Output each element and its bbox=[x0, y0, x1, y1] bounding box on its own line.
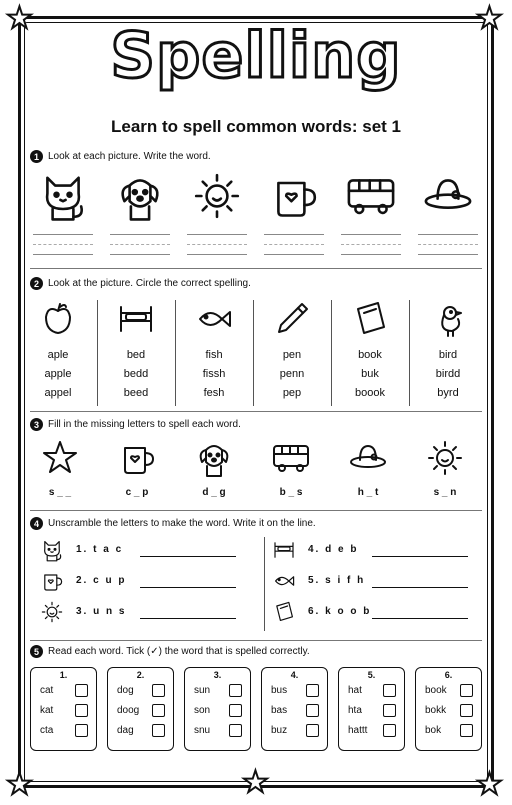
write-line[interactable] bbox=[341, 234, 401, 235]
tick-row bbox=[108, 720, 173, 740]
section-2-heading bbox=[30, 277, 251, 290]
spelling-option[interactable]: apple bbox=[44, 368, 72, 380]
sun-icon bbox=[191, 170, 243, 222]
tick-row bbox=[416, 720, 481, 740]
spelling-option[interactable]: penn bbox=[279, 368, 305, 380]
spelling-options bbox=[414, 346, 482, 403]
spelling-option[interactable]: bed bbox=[126, 349, 146, 361]
spelling-options bbox=[102, 346, 170, 403]
column-divider bbox=[175, 300, 176, 406]
book-icon bbox=[350, 299, 390, 339]
star-icon: ★ bbox=[242, 765, 269, 800]
word-option: buz bbox=[271, 724, 288, 736]
card-number: 4. bbox=[290, 670, 299, 680]
write-line[interactable] bbox=[187, 254, 247, 255]
tick-box[interactable] bbox=[383, 704, 396, 717]
column-divider bbox=[97, 300, 98, 406]
word-option: doog bbox=[117, 704, 140, 716]
bed-icon bbox=[116, 299, 156, 339]
tick-row bbox=[185, 700, 250, 720]
hat-icon bbox=[348, 438, 388, 478]
tick-row bbox=[185, 720, 250, 740]
section-instruction: Look at each picture. Write the word. bbox=[48, 151, 211, 162]
write-line[interactable] bbox=[264, 254, 324, 255]
tick-row bbox=[108, 700, 173, 720]
tick-box[interactable] bbox=[229, 704, 242, 717]
tick-box[interactable] bbox=[75, 704, 88, 717]
section-instruction: Read each word. Tick (✓) the word that is spelled correctly. bbox=[48, 646, 310, 657]
section-divider bbox=[30, 510, 482, 511]
tick-row bbox=[108, 680, 173, 700]
section-number: 3 bbox=[30, 418, 43, 431]
column-divider bbox=[331, 300, 332, 406]
tick-row bbox=[31, 680, 96, 700]
spelling-option[interactable]: fissh bbox=[202, 368, 226, 380]
tick-box[interactable] bbox=[306, 684, 319, 697]
scrambled-word: 5. s i f h bbox=[308, 575, 366, 586]
cat-icon bbox=[37, 170, 89, 222]
word-option: sun bbox=[194, 684, 211, 696]
word-card bbox=[30, 667, 97, 751]
answer-line[interactable] bbox=[140, 556, 236, 557]
word-option: hat bbox=[348, 684, 362, 696]
word-option: cta bbox=[40, 724, 54, 736]
tick-box[interactable] bbox=[306, 724, 319, 737]
missing-letters-word[interactable]: s _ _ bbox=[48, 487, 72, 498]
hat-icon bbox=[422, 170, 474, 222]
spelling-option[interactable]: aple bbox=[47, 349, 69, 361]
section-divider bbox=[30, 411, 482, 412]
spelling-option[interactable]: bird bbox=[438, 349, 458, 361]
word-option: book bbox=[425, 684, 447, 696]
missing-letters-word[interactable]: s _ n bbox=[433, 487, 457, 498]
tick-box[interactable] bbox=[152, 724, 165, 737]
star-icon: ★ bbox=[476, 767, 503, 802]
star-icon: ★ bbox=[6, 767, 33, 802]
tick-row bbox=[339, 720, 404, 740]
tick-box[interactable] bbox=[229, 724, 242, 737]
spelling-option[interactable]: book bbox=[358, 349, 382, 361]
spelling-option[interactable]: boook bbox=[355, 387, 385, 399]
write-line[interactable] bbox=[418, 254, 478, 255]
tick-row bbox=[185, 680, 250, 700]
tick-row bbox=[339, 700, 404, 720]
tick-box[interactable] bbox=[75, 684, 88, 697]
word-option: cat bbox=[40, 684, 54, 696]
tick-box[interactable] bbox=[383, 684, 396, 697]
word-option: dag bbox=[117, 724, 134, 736]
scrambled-word: 1. t a c bbox=[76, 544, 124, 555]
word-card bbox=[184, 667, 251, 751]
apple-icon bbox=[38, 299, 78, 339]
section-number: 1 bbox=[30, 150, 43, 163]
column-divider bbox=[253, 300, 254, 406]
card-number: 6. bbox=[444, 670, 453, 680]
scrambled-word: 6. k o o b bbox=[308, 606, 372, 617]
page-title: Spelling bbox=[110, 19, 402, 92]
section-number: 2 bbox=[30, 277, 43, 290]
spelling-option[interactable]: pep bbox=[282, 387, 302, 399]
write-line[interactable] bbox=[418, 244, 478, 245]
tick-row bbox=[416, 700, 481, 720]
word-option: bus bbox=[271, 684, 288, 696]
card-number: 5. bbox=[367, 670, 376, 680]
tick-row bbox=[416, 680, 481, 700]
write-line[interactable] bbox=[110, 244, 170, 245]
answer-line[interactable] bbox=[372, 556, 468, 557]
section-instruction: Fill in the missing letters to spell each word. bbox=[48, 419, 241, 430]
spelling-option[interactable]: buk bbox=[361, 368, 379, 380]
tick-box[interactable] bbox=[460, 704, 473, 717]
section-5-heading bbox=[30, 645, 310, 658]
word-option: bas bbox=[271, 704, 288, 716]
answer-line[interactable] bbox=[140, 587, 236, 588]
dog-icon bbox=[194, 438, 234, 478]
bed-icon bbox=[272, 538, 296, 562]
cup-icon bbox=[40, 569, 64, 593]
word-card bbox=[338, 667, 405, 751]
tick-box[interactable] bbox=[229, 684, 242, 697]
write-line[interactable] bbox=[110, 254, 170, 255]
section-number: 4 bbox=[30, 517, 43, 530]
section-divider bbox=[30, 268, 482, 269]
write-line[interactable] bbox=[341, 254, 401, 255]
word-option: hta bbox=[348, 704, 362, 716]
write-line[interactable] bbox=[33, 234, 93, 235]
word-card bbox=[261, 667, 328, 751]
scrambled-word: 3. u n s bbox=[76, 606, 127, 617]
write-line[interactable] bbox=[418, 234, 478, 235]
star-icon: ★ bbox=[6, 1, 33, 36]
word-option: hattt bbox=[348, 724, 368, 736]
tick-box[interactable] bbox=[152, 684, 165, 697]
spelling-option[interactable]: fesh bbox=[203, 387, 225, 399]
missing-letters-word[interactable]: b _ s bbox=[279, 487, 303, 498]
answer-line[interactable] bbox=[372, 587, 468, 588]
answer-line[interactable] bbox=[140, 618, 236, 619]
tick-row bbox=[31, 700, 96, 720]
cat-icon bbox=[40, 538, 64, 562]
write-line[interactable] bbox=[33, 254, 93, 255]
sun-icon bbox=[40, 600, 64, 624]
tick-row bbox=[262, 720, 327, 740]
missing-letters-word[interactable]: d _ g bbox=[202, 487, 226, 498]
spelling-option[interactable]: beed bbox=[123, 387, 149, 399]
section-1-heading bbox=[30, 150, 211, 163]
section-instruction: Unscramble the letters to make the word. Write it on the line. bbox=[48, 518, 316, 529]
spelling-option[interactable]: bedd bbox=[123, 368, 149, 380]
book-icon bbox=[272, 600, 296, 624]
scrambled-word: 4. d e b bbox=[308, 544, 359, 555]
bird-icon bbox=[428, 299, 468, 339]
fish-icon bbox=[194, 299, 234, 339]
card-number: 1. bbox=[59, 670, 68, 680]
tick-box[interactable] bbox=[383, 724, 396, 737]
spelling-option[interactable]: byrd bbox=[437, 387, 459, 399]
column-divider bbox=[409, 300, 410, 406]
write-line[interactable] bbox=[110, 234, 170, 235]
spelling-option[interactable]: birdd bbox=[435, 368, 461, 380]
word-card bbox=[107, 667, 174, 751]
page-subtitle: Learn to spell common words: set 1 bbox=[110, 117, 401, 136]
tick-box[interactable] bbox=[460, 724, 473, 737]
tick-box[interactable] bbox=[75, 724, 88, 737]
column-divider bbox=[264, 537, 265, 631]
section-4-heading bbox=[30, 517, 316, 530]
spelling-options bbox=[180, 346, 248, 403]
cup-icon bbox=[268, 170, 320, 222]
section-instruction: Look at the picture. Circle the correct spelling. bbox=[48, 278, 251, 289]
tick-box[interactable] bbox=[460, 684, 473, 697]
tick-box[interactable] bbox=[306, 704, 319, 717]
star-icon bbox=[40, 438, 80, 478]
card-number: 3. bbox=[213, 670, 222, 680]
spelling-option[interactable]: appel bbox=[44, 387, 72, 399]
fish-icon bbox=[272, 569, 296, 593]
sun-icon bbox=[425, 438, 465, 478]
write-line[interactable] bbox=[187, 234, 247, 235]
section-divider bbox=[30, 640, 482, 641]
word-option: dog bbox=[117, 684, 134, 696]
spelling-options bbox=[258, 346, 326, 403]
write-line[interactable] bbox=[264, 234, 324, 235]
tick-row bbox=[262, 680, 327, 700]
answer-line[interactable] bbox=[372, 618, 468, 619]
bus-icon bbox=[271, 438, 311, 478]
write-line[interactable] bbox=[264, 244, 324, 245]
write-line[interactable] bbox=[341, 244, 401, 245]
section-number: 5 bbox=[30, 645, 43, 658]
tick-box[interactable] bbox=[152, 704, 165, 717]
write-line[interactable] bbox=[33, 244, 93, 245]
word-option: snu bbox=[194, 724, 211, 736]
star-icon: ★ bbox=[476, 1, 503, 36]
word-card bbox=[415, 667, 482, 751]
spelling-options bbox=[336, 346, 404, 403]
section-3-heading bbox=[30, 418, 241, 431]
word-option: son bbox=[194, 704, 211, 716]
bus-icon bbox=[345, 170, 397, 222]
word-option: bok bbox=[425, 724, 442, 736]
word-option: bokk bbox=[425, 704, 447, 716]
cup-icon bbox=[117, 438, 157, 478]
tick-row bbox=[339, 680, 404, 700]
spelling-option[interactable]: fish bbox=[205, 349, 223, 361]
tick-row bbox=[262, 700, 327, 720]
word-option: kat bbox=[40, 704, 54, 716]
missing-letters-word[interactable]: c _ p bbox=[125, 487, 149, 498]
scrambled-word: 2. c u p bbox=[76, 575, 127, 586]
dog-icon bbox=[114, 170, 166, 222]
write-line[interactable] bbox=[187, 244, 247, 245]
card-number: 2. bbox=[136, 670, 145, 680]
spelling-option[interactable]: pen bbox=[282, 349, 302, 361]
tick-row bbox=[31, 720, 96, 740]
spelling-options bbox=[24, 346, 92, 403]
missing-letters-word[interactable]: h _ t bbox=[357, 487, 379, 498]
pen-icon bbox=[272, 299, 312, 339]
